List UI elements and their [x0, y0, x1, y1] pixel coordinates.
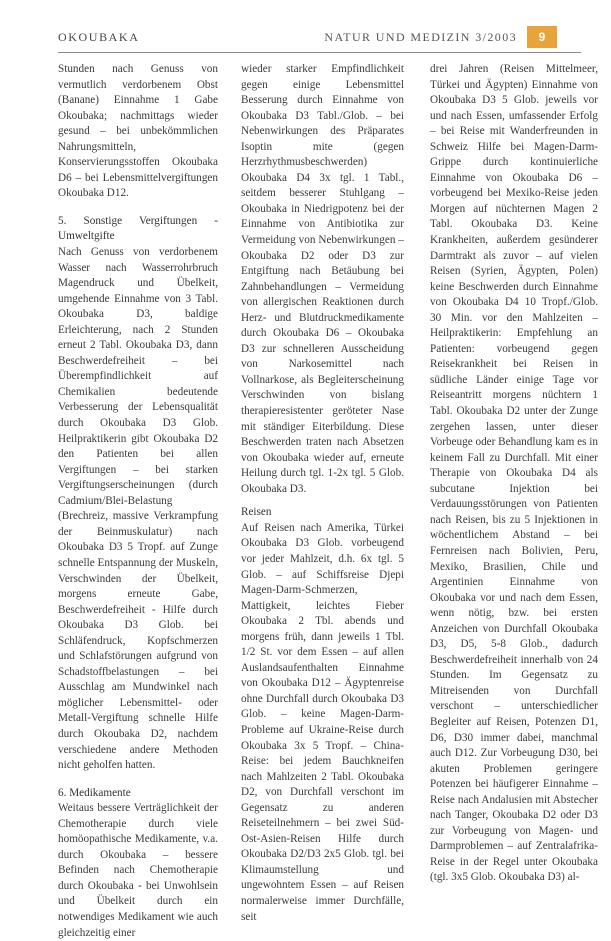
article-body: [58, 62, 598, 939]
header-divider: [58, 52, 581, 53]
text-column-1: [58, 62, 218, 939]
paragraph: Auf Reisen nach Amerika, Türkei Okoubaka D3 Glob. vorbeugend vor jeder Mahlzeit, d.h. 6x tgl. 5 Glob. – auf Schiffsreise Djepi Magen-Darm-Schmerzen, Mattigkeit, leichtes Fieber Okoubaka 2 Tbl. abends und morgens früh, dann jeweils 1 Tbl. 1/2 St. vor dem Essen – auf allen Auslandsaufenthalten Einnahme von Okoubaka D12 – Ägyptenreise ohne Durchfall durch Okoubaka D3 Glob. – keine Magen-Darm-Probleme auf Ukraine-Reise durch Okoubaka 3x 5 Tropf. – China-Reise: bei jedem Bauchkneifen nach Mahlzeiten 2 Tabl. Okoubaka D2, von Durchfall verschont im Gegensatz zu anderen Reiseteilnehmern – bei zwei Süd-Ost-Asien-Reisen Hilfe durch Okoubaka D2/D3 2x5 Glob. tgl. bei Klimaumstellung und ungewohntem Essen – auf Reisen normalerweise immer Durchfälle, seit: [241, 521, 404, 923]
paragraph: Weitaus bessere Verträglichkeit der Chemotherapie durch viele homöopathische Medikamente, v.a. durch Okoubaka – bessere Befinden nach Chemotherapie durch Okoubaka - bei Unwohlsein und Übelkeit durch ein notwendiges Medikament wie auch gleichzeitig einer: [58, 802, 218, 939]
running-header: [58, 26, 581, 50]
paragraph: Stunden nach Genuss von vermutlich verdorbenem Obst (Banane) Einnahme 1 Gabe Okoubaka; nachmittags wieder gesund – bei unbekömmlichen Nahrungsmitteln, Konservierungsstoffen Okoubaka D6 – bei Lebensmittelvergiftungen Okoubaka D12.: [58, 63, 218, 200]
paragraph: wieder starker Empfindlichkeit gegen einige Lebensmittel Besserung durch Einnahme von Okoubaka D3 Tabl./Glob. – bei Nebenwirkungen des Präparates Isoptin mite (gegen Herzrhythmusbeschwerden) Okoubaka D4 3x tgl. 1 Tabl., seitdem besserer Stuhlgang – Okoubaka in Niedrigpotenz bei der Einnahme von Antibiotika zur Vermeidung von Nebenwirkungen – Okoubaka D2 oder D3 zur Entgiftung nach Betäubung bei Zahnbehandlungen – Vermeidung von allergischen Reaktionen durch Herz- und Blutdruckmedikamente durch Okoubaka D6 – Okoubaka D3 zur schnelleren Ausscheidung von Narkosemittel nach Vollnarkose, als Begleiterscheinung Verschwinden von bislang therapieresistenter geröteter Nase mit ständiger Eiterbildung. Diese Beschwerden traten nach Absetzen von Okoubaka wieder auf, erneute Heilung durch tgl. 1-2x tgl. 5 Glob. Okoubaka D3.: [241, 63, 404, 495]
paragraph: drei Jahren (Reisen Mittelmeer, Türkei und Ägypten) Einnahme von Okoubaka D3 5 Glob. jeweils vor und nach Essen, umfassender Erfolg – bei Reise mit Wanderfreunden in Schweiz Hilfe bei Magen-Darm-Grippe durch kontinuierliche Einnahme von Okoubaka D6 – vorbeugend bei Mexiko-Reise jeden Morgen auf nüchternen Magen 2 Tabl. Okoubaka D3. Keine Krankheiten, außerdem gesünderer Darmtrakt als zuvor – auf vielen Reisen (Syrien, Ägypten, Polen) keine Beschwerden durch Einnahme von Okoubaka D4 10 Tropf./Glob. 30 Min. vor den Mahlzeiten – Heilpraktikerin: Empfehlung an Patienten: vorbeugend gegen Reisekrankheit bei Reisen in südliche Länder einige Tage vor Reiseantritt morgens nüchtern 1 Tabl. Okoubaka D2 unter der Zunge zergehen lassen, unter dieser Vorbeuge oder Behandlung kam es in keinem Fall zu Durchfall. Mit einer Therapie von Okoubaka D4 als subcutane Injektion bei Verdauungsstörungen von Patienten nach Reisen, bis zu 5 Injektionen in wöchentlichem Abstand – bei Fernreisen nach Bolivien, Peru, Mexiko, Brasilien, Chile und Argentinien Einnahme von Okoubaka vor und nach dem Essen, wenn nötig, bzw. bei ersten Anzeichen von Durchfall Okoubaka D3, D5, 5-8 Glob., dadurch Beschwerdefreiheit innerhalb von 24 Stunden. Im Gegensatz zu Mitreisenden von Durchfall verschont – unterschiedlicher Begleiter auf Reisen, Potenzen D1, D6, D30 immer dabei, manchmal auch D12. Zur Vorbeugung D30, bei akuten Problemen geringere Potenzen bei häufigerer Einnahme – Reise nach Andalusien mit Abstecher nach Tanger, Okoubaka D2 oder D3 zur Vorbeugung von Magen- und Darmproblemen – auf Zentralafrika-Reise in der Regel unter Okoubaka (tgl. 3x5 Glob. Okoubaka D3) al-: [430, 63, 598, 884]
section-heading-reisen: Reisen: [241, 506, 272, 519]
text-column-2: [241, 62, 404, 923]
issue-label: NATUR UND MEDIZIN 3/2003: [324, 30, 517, 44]
journal-title: OKOUBAKA: [58, 30, 140, 44]
page-number-badge: 9: [527, 26, 557, 48]
section-heading-umweltgifte: 5. Sonstige Vergiftungen - Umweltgifte: [58, 214, 218, 243]
section-heading-medikamente: 6. Medikamente: [58, 786, 131, 799]
text-column-3: [430, 62, 598, 884]
paragraph: Nach Genuss von verdorbenem Wasser nach Wasserrohrbruch Magendruck und Übelkeit, umgehende Einnahme von 3 Tabl. Okoubaka D3, baldige Erleichterung, nach 2 Stunden erneut 2 Tabl. Okoubaka D3, dann Beschwerdefreiheit – bei Überempfindlichkeit auf Chemikalien bedeutende Verbesserung der Lebensqualität durch Okoubaka D3 Glob. Heilpraktikerin gibt Okoubaka D2 den Patienten bei allen Vergiftungen – bei starken Vergiftungserscheinungen (durch Cadmium/Blei-Belastung (Brechreiz, massive Verkrampfung der Beinmuskulatur) nach Okoubaka D3 5 Tropf. auf Zunge schnelle Entspannung der Muskeln, Verschwinden der Übelkeit, morgens erneute Gabe, Beschwerdefreiheit - Hilfe durch Okoubaka D3 Glob. bei Schläfendruck, Kopfschmerzen und Schlafstörungen aufgrund von Schadstoffbelastungen – bei Ausschlag am Mundwinkel nach möglicher Lebensmittel- oder Metall-Vergiftung schnelle Hilfe durch Okoubaka D2, nachdem verschiedene andere Methoden nicht geholfen hatten.: [58, 246, 218, 772]
